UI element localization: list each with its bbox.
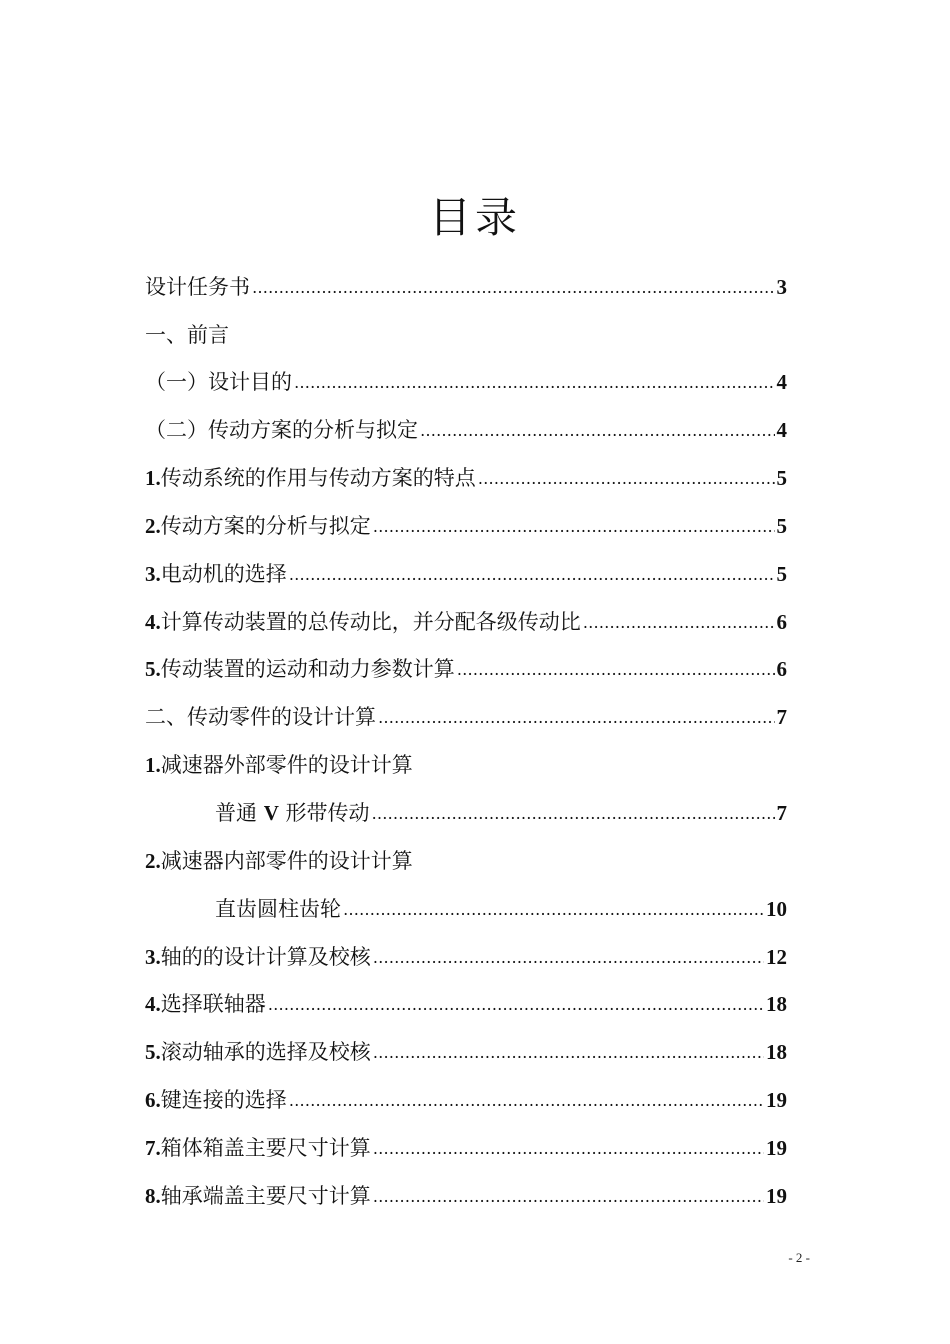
toc-entry-external-parts[interactable] — [145, 748, 787, 782]
toc-entry-text: 直齿圆柱齿轮 — [215, 897, 341, 921]
toc-entry-page: 19 — [766, 1136, 787, 1160]
toc-entry-number: 2. — [145, 849, 161, 873]
toc-entry-number: 1. — [145, 753, 161, 777]
toc-entry-v-belt[interactable] — [215, 796, 787, 830]
toc-entry-number: 6. — [145, 1088, 161, 1112]
toc-entry-number: 8. — [145, 1184, 161, 1208]
toc-leader-dots — [420, 414, 775, 448]
toc-entry-text: 滚动轴承的选择及校核 — [160, 1040, 371, 1064]
toc-entry-page: 6 — [776, 657, 787, 681]
page-title: 目录 — [428, 193, 521, 242]
toc-leader-dots — [583, 606, 775, 640]
toc-entry-text: 减速器外部零件的设计计算 — [160, 753, 413, 777]
toc-entry-text: 传动方案的分析与拟定 — [160, 514, 371, 538]
toc-leader-dots — [294, 366, 775, 400]
toc-entry-bearing[interactable] — [145, 1035, 787, 1069]
toc-entry-page: 3 — [776, 275, 787, 299]
toc-leader-dots — [457, 653, 775, 687]
toc-entry-text: 选择联轴器 — [160, 992, 266, 1016]
toc-entry-number: 2. — [145, 514, 161, 538]
toc-entry-text: （一）设计目的 — [145, 370, 292, 394]
toc-entry-shaft[interactable] — [145, 940, 787, 974]
toc-entry-spur-gear[interactable] — [215, 892, 787, 926]
toc-entry-number: 3. — [145, 562, 161, 586]
toc-leader-dots — [378, 701, 775, 735]
toc-entry-page: 5 — [776, 562, 787, 586]
toc-entry-page: 4 — [776, 370, 787, 394]
toc-entry-number: 4. — [145, 610, 161, 634]
toc-entry-page: 4 — [776, 418, 787, 442]
toc-entry-design-task[interactable] — [145, 270, 787, 304]
toc-entry-preface[interactable] — [145, 318, 787, 352]
toc-entry-page: 18 — [766, 1040, 787, 1064]
toc-entry-transmission-scheme[interactable] — [145, 413, 787, 447]
page-number-footer: - 2 - — [788, 1250, 810, 1265]
toc-entry-number: 1. — [145, 466, 161, 490]
toc-entry-1[interactable] — [145, 461, 787, 495]
toc-leader-dots — [289, 558, 775, 592]
toc-leader-dots — [289, 1084, 764, 1118]
toc-entry-part-two[interactable] — [145, 700, 787, 734]
toc-entry-text: 传动系统的作用与传动方案的特点 — [160, 466, 476, 490]
toc-entry-text: 二、传动零件的设计计算 — [145, 705, 376, 729]
toc-entry-text: 键连接的选择 — [160, 1088, 287, 1112]
toc-entry-text: 传动装置的运动和动力参数计算 — [160, 657, 455, 681]
toc-entry-page: 18 — [766, 992, 787, 1016]
toc-entry-3[interactable] — [145, 557, 787, 591]
toc-entry-page: 5 — [776, 514, 787, 538]
toc-entry-number: 4. — [145, 992, 161, 1016]
toc-leader-dots — [372, 797, 775, 831]
toc-entry-bearing-cap[interactable] — [145, 1179, 787, 1213]
toc-entry-key-connection[interactable] — [145, 1083, 787, 1117]
toc-entry-text: 计算传动装置的总传动比，并分配各级传动比 — [160, 610, 581, 634]
toc-entry-number: 7. — [145, 1136, 161, 1160]
toc-entry-page: 19 — [766, 1088, 787, 1112]
toc-entry-housing[interactable] — [145, 1131, 787, 1165]
toc-entry-number: 3. — [145, 945, 161, 969]
toc-leader-dots — [373, 1132, 764, 1166]
toc-entry-4[interactable] — [145, 605, 787, 639]
toc-entry-text: 减速器内部零件的设计计算 — [160, 849, 413, 873]
toc-leader-dots — [478, 462, 775, 496]
toc-leader-dots — [252, 271, 775, 305]
toc-entry-page: 7 — [776, 705, 787, 729]
toc-leader-dots — [373, 510, 775, 544]
toc-leader-dots — [268, 988, 764, 1022]
toc-entry-text: 轴承端盖主要尺寸计算 — [160, 1184, 371, 1208]
toc-entry-text: 轴的的设计计算及校核 — [160, 945, 371, 969]
toc-leader-dots — [343, 893, 764, 927]
toc-entry-text: 箱体箱盖主要尺寸计算 — [160, 1136, 371, 1160]
toc-entry-5[interactable] — [145, 652, 787, 686]
toc-entry-text: 一、前言 — [145, 323, 229, 347]
toc-entry-internal-parts[interactable] — [145, 844, 787, 878]
toc-entry-coupling[interactable] — [145, 987, 787, 1021]
toc-entry-text: （二）传动方案的分析与拟定 — [145, 418, 418, 442]
toc-entry-text: 电动机的选择 — [160, 562, 287, 586]
toc-entry-text: 设计任务书 — [145, 275, 250, 299]
toc-entry-number: 5. — [145, 657, 161, 681]
toc-entry-text: 普通 V 形带传动 — [215, 801, 370, 825]
toc-entry-number: 5. — [145, 1040, 161, 1064]
toc-entry-page: 6 — [776, 610, 787, 634]
toc-entry-page: 7 — [776, 801, 787, 825]
toc-entry-page: 12 — [766, 945, 787, 969]
toc-leader-dots — [373, 941, 764, 975]
toc-entry-page: 5 — [776, 466, 787, 490]
toc-entry-design-purpose[interactable] — [145, 365, 787, 399]
toc-entry-2[interactable] — [145, 509, 787, 543]
toc-leader-dots — [373, 1180, 764, 1214]
toc-entry-page: 10 — [766, 897, 787, 921]
toc-leader-dots — [373, 1036, 764, 1070]
toc-entry-page: 19 — [766, 1184, 787, 1208]
